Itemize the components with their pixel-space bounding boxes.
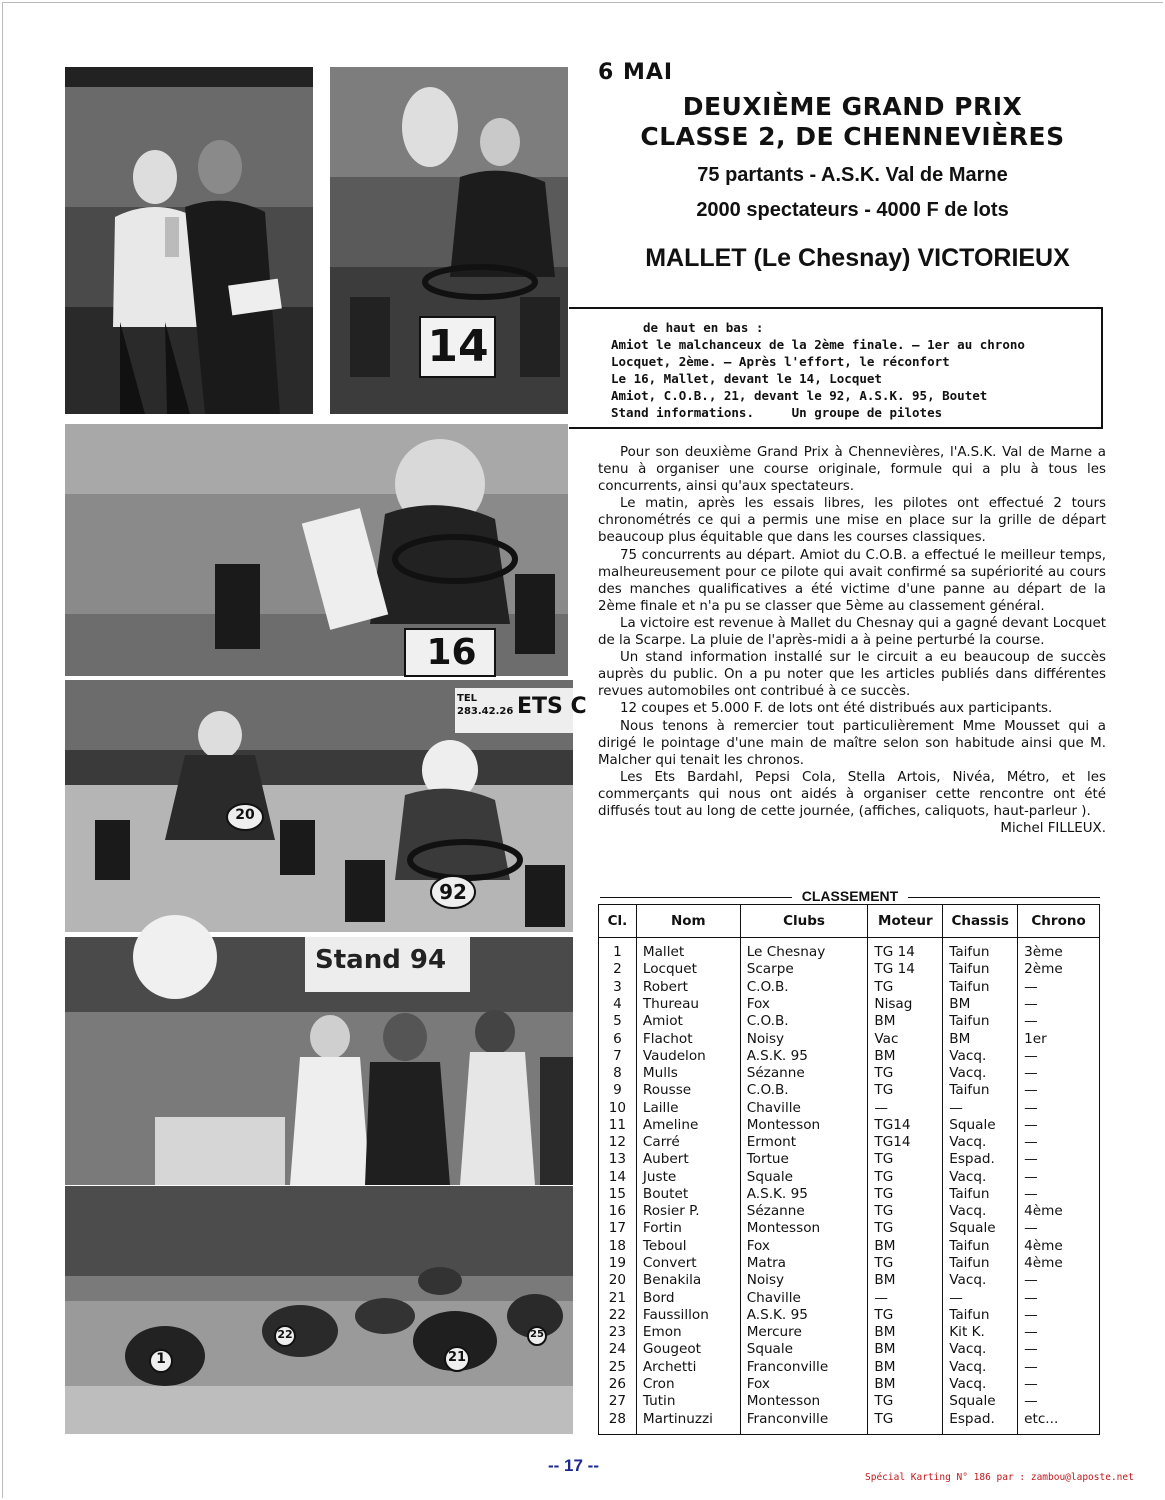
kart-number-20: 20 bbox=[235, 807, 255, 823]
cell-name: Ameline bbox=[636, 1117, 740, 1134]
cell-club: C.O.B. bbox=[740, 1082, 868, 1099]
cell-chrono: etc... bbox=[1018, 1410, 1100, 1434]
cell-engine: TG bbox=[868, 979, 943, 996]
classement-row bbox=[599, 1134, 1100, 1151]
cell-engine: TG14 bbox=[868, 1134, 943, 1151]
classement-row bbox=[599, 1030, 1100, 1047]
cell-chrono: — bbox=[1018, 1082, 1100, 1099]
article-paragraph: Nous tenons à remercier tout particulièrement Mme Mousset qui a dirigé le pointage d'une main de maître selon son habitude ainsi que M. Malcher qui tenait les chronos. bbox=[598, 718, 1106, 768]
classement-row bbox=[599, 1048, 1100, 1065]
cell-club: Le Chesnay bbox=[740, 938, 868, 962]
cell-engine: TG 14 bbox=[868, 961, 943, 978]
cell-name: Locquet bbox=[636, 961, 740, 978]
cell-chassis: Taifun bbox=[943, 1255, 1018, 1272]
cell-chrono: — bbox=[1018, 1376, 1100, 1393]
caption-line: Locquet, 2ème. — Après l'effort, le réconfort bbox=[611, 354, 950, 369]
header-rank: Cl. bbox=[599, 905, 637, 938]
cell-chrono: — bbox=[1018, 1065, 1100, 1082]
article-paragraph: Le matin, après les essais libres, les pilotes ont effectué 2 tours chronométrés ce qui a permis une mise en place sur la grille de départ beaucoup plus équitable que dans les courses classiques. bbox=[598, 496, 1106, 546]
page-number: -- 17 -- bbox=[548, 1456, 599, 1475]
cell-chassis: Vacq. bbox=[943, 1272, 1018, 1289]
cell-name: Laille bbox=[636, 1099, 740, 1116]
cell-chassis: Vacq. bbox=[943, 1169, 1018, 1186]
header-engine: Moteur bbox=[868, 905, 943, 938]
cell-engine: TG bbox=[868, 1065, 943, 1082]
cell-rank: 22 bbox=[599, 1307, 637, 1324]
cell-chassis: Taifun bbox=[943, 1013, 1018, 1030]
caption-line: Le 16, Mallet, devant le 14, Locquet bbox=[611, 371, 882, 386]
cell-engine: Nisag bbox=[868, 996, 943, 1013]
kart-number-14: 14 bbox=[427, 321, 489, 372]
cell-engine: BM bbox=[868, 1324, 943, 1341]
classement-row bbox=[599, 1289, 1100, 1306]
cell-chassis: Kit K. bbox=[943, 1324, 1018, 1341]
cell-name: Bord bbox=[636, 1289, 740, 1306]
cell-rank: 5 bbox=[599, 1013, 637, 1030]
article-signature: Michel FILLEUX. bbox=[1000, 821, 1106, 837]
cell-name: Teboul bbox=[636, 1238, 740, 1255]
cell-chassis: Taifun bbox=[943, 979, 1018, 996]
kart-number-92: 92 bbox=[439, 880, 467, 904]
cell-club: Montesson bbox=[740, 1220, 868, 1237]
cell-name: Rousse bbox=[636, 1082, 740, 1099]
cell-rank: 16 bbox=[599, 1203, 637, 1220]
cell-rank: 11 bbox=[599, 1117, 637, 1134]
cell-rank: 20 bbox=[599, 1272, 637, 1289]
headline-title-line2: CLASSE 2, DE CHENNEVIÈRES bbox=[640, 122, 1065, 151]
kart-number-1: 1 bbox=[156, 1351, 166, 1367]
classement-row bbox=[599, 1117, 1100, 1134]
cell-club: Scarpe bbox=[740, 961, 868, 978]
cell-rank: 4 bbox=[599, 996, 637, 1013]
headline-winner: MALLET (Le Chesnay) VICTORIEUX bbox=[645, 244, 1070, 272]
cell-name: Archetti bbox=[636, 1358, 740, 1375]
cell-engine: TG bbox=[868, 1169, 943, 1186]
kart-number-22: 22 bbox=[277, 1328, 293, 1341]
caption-line: Amiot, C.O.B., 21, devant le 92, A.S.K. 95, Boutet bbox=[611, 388, 988, 403]
header-chassis: Chassis bbox=[943, 905, 1018, 938]
cell-chassis: Taifun bbox=[943, 1082, 1018, 1099]
article-paragraph: 75 concurrents au départ. Amiot du C.O.B. a effectué le meilleur temps, malheureusement pour ce pilote qui avait confirmé sa supériorité au cours des manches qualificatives a été victime d'une panne au départ de la 2ème finale et n'a pu se classer que 5ème au classement général. bbox=[598, 547, 1106, 614]
stand-sign: Stand 94 bbox=[315, 945, 447, 975]
cell-name: Fortin bbox=[636, 1220, 740, 1237]
caption-line: Stand informations. Un groupe de pilotes bbox=[611, 405, 943, 420]
cell-rank: 25 bbox=[599, 1358, 637, 1375]
cell-chassis: Vacq. bbox=[943, 1203, 1018, 1220]
cell-rank: 24 bbox=[599, 1341, 637, 1358]
cell-club: A.S.K. 95 bbox=[740, 1048, 868, 1065]
cell-rank: 28 bbox=[599, 1410, 637, 1434]
cell-chassis: — bbox=[943, 1099, 1018, 1116]
classement-row bbox=[599, 1410, 1100, 1434]
cell-club: Montesson bbox=[740, 1117, 868, 1134]
article-paragraph: 12 coupes et 5.000 F. de lots ont été distribués aux participants. bbox=[620, 701, 1053, 717]
cell-chassis: Vacq. bbox=[943, 1134, 1018, 1151]
cell-chassis: Vacq. bbox=[943, 1341, 1018, 1358]
classement-title bbox=[600, 888, 1100, 904]
article-body bbox=[598, 444, 1106, 837]
cell-chrono: — bbox=[1018, 1151, 1100, 1168]
header-club: Clubs bbox=[740, 905, 868, 938]
cell-chrono: — bbox=[1018, 1117, 1100, 1134]
cell-club: Montesson bbox=[740, 1393, 868, 1410]
cell-rank: 10 bbox=[599, 1099, 637, 1116]
classement-row bbox=[599, 1341, 1100, 1358]
cell-rank: 7 bbox=[599, 1048, 637, 1065]
classement-row bbox=[599, 1013, 1100, 1030]
photo-caption-box bbox=[569, 307, 1103, 429]
cell-chassis: BM bbox=[943, 1030, 1018, 1047]
cell-club: Squale bbox=[740, 1169, 868, 1186]
cell-rank: 6 bbox=[599, 1030, 637, 1047]
cell-engine: Vac bbox=[868, 1030, 943, 1047]
photo-trophy-presentation bbox=[65, 67, 313, 414]
cell-engine: BM bbox=[868, 1376, 943, 1393]
classement-row bbox=[599, 1082, 1100, 1099]
classement-row bbox=[599, 1169, 1100, 1186]
cell-name: Amiot bbox=[636, 1013, 740, 1030]
cell-chassis: Vacq. bbox=[943, 1358, 1018, 1375]
article-paragraph: Les Ets Bardahl, Pepsi Cola, Stella Artois, Nivéa, Métro, et les commerçants qui nous ont aidés à organiser cette rencontre ont été diffusés tout au long de cette journée, (affiches, caliquots, haut-parleur ). bbox=[598, 769, 1106, 819]
cell-engine: TG bbox=[868, 1186, 943, 1203]
cell-chrono: 2ème bbox=[1018, 961, 1100, 978]
cell-chrono: — bbox=[1018, 1358, 1100, 1375]
cell-rank: 1 bbox=[599, 938, 637, 962]
cell-name: Faussillon bbox=[636, 1307, 740, 1324]
cell-name: Convert bbox=[636, 1255, 740, 1272]
caption-line: Amiot le malchanceux de la 2ème finale. — 1er au chrono bbox=[611, 337, 1025, 352]
cell-chassis: Espad. bbox=[943, 1151, 1018, 1168]
classement-row bbox=[599, 1099, 1100, 1116]
cell-name: Mallet bbox=[636, 938, 740, 962]
cell-chassis: Vacq. bbox=[943, 1065, 1018, 1082]
cell-chrono: — bbox=[1018, 1393, 1100, 1410]
cell-club: Chaville bbox=[740, 1289, 868, 1306]
cell-name: Boutet bbox=[636, 1186, 740, 1203]
cell-rank: 13 bbox=[599, 1151, 637, 1168]
cell-chrono: — bbox=[1018, 996, 1100, 1013]
cell-name: Vaudelon bbox=[636, 1048, 740, 1065]
cell-club: A.S.K. 95 bbox=[740, 1186, 868, 1203]
classement-table bbox=[598, 904, 1100, 1435]
tel-sign: TEL 283.42.26 bbox=[457, 693, 514, 717]
cell-club: Fox bbox=[740, 1238, 868, 1255]
kart-number-21: 21 bbox=[447, 1350, 467, 1365]
cell-club: Noisy bbox=[740, 1030, 868, 1047]
classement-row bbox=[599, 1238, 1100, 1255]
cell-rank: 23 bbox=[599, 1324, 637, 1341]
classement-row bbox=[599, 1255, 1100, 1272]
article-paragraph: La victoire est revenue à Mallet du Chesnay qui a gagné devant Locquet de la Scarpe. La pluie de l'après-midi a à peine perturbé la course. bbox=[598, 615, 1106, 649]
cell-chrono: 4ème bbox=[1018, 1238, 1100, 1255]
cell-club: Squale bbox=[740, 1341, 868, 1358]
cell-club: Franconville bbox=[740, 1410, 868, 1434]
kart-number-25: 25 bbox=[530, 1329, 544, 1340]
cell-engine: BM bbox=[868, 1358, 943, 1375]
cell-name: Juste bbox=[636, 1169, 740, 1186]
cell-rank: 12 bbox=[599, 1134, 637, 1151]
cell-chassis: Taifun bbox=[943, 938, 1018, 962]
cell-engine: TG bbox=[868, 1255, 943, 1272]
cell-engine: — bbox=[868, 1289, 943, 1306]
cell-chrono: — bbox=[1018, 1169, 1100, 1186]
classement-row bbox=[599, 1358, 1100, 1375]
cell-chassis: Squale bbox=[943, 1117, 1018, 1134]
cell-name: Cron bbox=[636, 1376, 740, 1393]
cell-chrono: — bbox=[1018, 1099, 1100, 1116]
classement-row bbox=[599, 1272, 1100, 1289]
cell-chrono: 3ème bbox=[1018, 938, 1100, 962]
cell-engine: TG bbox=[868, 1410, 943, 1434]
cell-chassis: Taifun bbox=[943, 961, 1018, 978]
cell-chrono: 4ème bbox=[1018, 1203, 1100, 1220]
cell-chassis: BM bbox=[943, 996, 1018, 1013]
cell-name: Mulls bbox=[636, 1065, 740, 1082]
classement-row bbox=[599, 961, 1100, 978]
cell-club: Ermont bbox=[740, 1134, 868, 1151]
cell-rank: 2 bbox=[599, 961, 637, 978]
cell-engine: — bbox=[868, 1099, 943, 1116]
cell-chrono: — bbox=[1018, 1324, 1100, 1341]
cell-engine: BM bbox=[868, 1341, 943, 1358]
footer-credit: Spécial Karting N° 186 par : zambou@laposte.net bbox=[865, 1472, 1134, 1483]
event-date: 6 MAI bbox=[598, 60, 674, 85]
classement-title-text: CLASSEMENT bbox=[792, 888, 908, 904]
cell-engine: BM bbox=[868, 1013, 943, 1030]
cell-rank: 17 bbox=[599, 1220, 637, 1237]
cell-rank: 19 bbox=[599, 1255, 637, 1272]
cell-chrono: — bbox=[1018, 1134, 1100, 1151]
cell-engine: BM bbox=[868, 1238, 943, 1255]
headline-title-line1: DEUXIÈME GRAND PRIX bbox=[682, 92, 1023, 121]
cell-chrono: 4ème bbox=[1018, 1255, 1100, 1272]
cell-rank: 3 bbox=[599, 979, 637, 996]
cell-rank: 18 bbox=[599, 1238, 637, 1255]
cell-chrono: — bbox=[1018, 1289, 1100, 1306]
cell-engine: TG bbox=[868, 1151, 943, 1168]
cell-name: Thureau bbox=[636, 996, 740, 1013]
cell-name: Gougeot bbox=[636, 1341, 740, 1358]
classement-row bbox=[599, 1220, 1100, 1237]
classement-row bbox=[599, 1151, 1100, 1168]
cell-club: Tortue bbox=[740, 1151, 868, 1168]
cell-chrono: — bbox=[1018, 1186, 1100, 1203]
cell-name: Emon bbox=[636, 1324, 740, 1341]
classement-body bbox=[599, 938, 1100, 1435]
classement-row bbox=[599, 1065, 1100, 1082]
classement-row bbox=[599, 938, 1100, 962]
cell-rank: 9 bbox=[599, 1082, 637, 1099]
headline-sub-line2: 2000 spectateurs - 4000 F de lots bbox=[696, 199, 1009, 221]
cell-club: Fox bbox=[740, 996, 868, 1013]
cell-engine: TG bbox=[868, 1220, 943, 1237]
photo-karts-20-92 bbox=[65, 680, 587, 932]
classement-row bbox=[599, 1393, 1100, 1410]
cell-chassis: — bbox=[943, 1289, 1018, 1306]
cell-chassis: Taifun bbox=[943, 1307, 1018, 1324]
cell-chassis: Vacq. bbox=[943, 1048, 1018, 1065]
headline-sub-line1: 75 partants - A.S.K. Val de Marne bbox=[697, 164, 1008, 186]
cell-chrono: — bbox=[1018, 979, 1100, 996]
cell-club: Chaville bbox=[740, 1099, 868, 1116]
kart-number-16: 16 bbox=[426, 632, 477, 673]
cell-rank: 8 bbox=[599, 1065, 637, 1082]
cell-rank: 15 bbox=[599, 1186, 637, 1203]
cell-engine: TG bbox=[868, 1393, 943, 1410]
cell-chassis: Squale bbox=[943, 1393, 1018, 1410]
header-chrono: Chrono bbox=[1018, 905, 1100, 938]
cell-club: Sézanne bbox=[740, 1065, 868, 1082]
cell-club: Sézanne bbox=[740, 1203, 868, 1220]
cell-name: Flachot bbox=[636, 1030, 740, 1047]
headline-block bbox=[585, 92, 1120, 228]
cell-chrono: — bbox=[1018, 1013, 1100, 1030]
cell-chassis: Taifun bbox=[943, 1186, 1018, 1203]
cell-club: Matra bbox=[740, 1255, 868, 1272]
article-paragraph: Pour son deuxième Grand Prix à Chennevières, l'A.S.K. Val de Marne a tenu à organiser une course originale, formule qui a plu à tous les concurrents, ainsi qu'aux spectateurs. bbox=[598, 445, 1106, 495]
cell-engine: TG14 bbox=[868, 1117, 943, 1134]
cell-engine: BM bbox=[868, 1048, 943, 1065]
cell-club: C.O.B. bbox=[740, 1013, 868, 1030]
cell-engine: TG 14 bbox=[868, 938, 943, 962]
cell-club: Franconville bbox=[740, 1358, 868, 1375]
cell-rank: 27 bbox=[599, 1393, 637, 1410]
cell-chassis: Espad. bbox=[943, 1410, 1018, 1434]
cell-club: Mercure bbox=[740, 1324, 868, 1341]
cell-engine: TG bbox=[868, 1203, 943, 1220]
classement-row bbox=[599, 1376, 1100, 1393]
cell-name: Martinuzzi bbox=[636, 1410, 740, 1434]
header-name: Nom bbox=[636, 905, 740, 938]
cell-name: Rosier P. bbox=[636, 1203, 740, 1220]
cell-rank: 21 bbox=[599, 1289, 637, 1306]
photo-group-of-pilots bbox=[65, 1186, 573, 1434]
cell-name: Robert bbox=[636, 979, 740, 996]
cell-chrono: — bbox=[1018, 1048, 1100, 1065]
classement-row bbox=[599, 1324, 1100, 1341]
photo-kart-14 bbox=[330, 67, 568, 414]
cell-club: C.O.B. bbox=[740, 979, 868, 996]
classement-row bbox=[599, 1203, 1100, 1220]
cell-name: Tutin bbox=[636, 1393, 740, 1410]
article-paragraph: Un stand information installé sur le circuit a eu beaucoup de succès auprès du public. On a pu noter que les articles publiés dans différentes revues automobiles ont contribué à ce succès. bbox=[598, 650, 1106, 700]
photo-stand-informations bbox=[65, 937, 573, 1185]
cell-rank: 26 bbox=[599, 1376, 637, 1393]
cell-chrono: — bbox=[1018, 1307, 1100, 1324]
cell-name: Carré bbox=[636, 1134, 740, 1151]
cell-engine: TG bbox=[868, 1082, 943, 1099]
classement-row bbox=[599, 979, 1100, 996]
cell-club: Fox bbox=[740, 1376, 868, 1393]
cell-rank: 14 bbox=[599, 1169, 637, 1186]
photo-kart-16 bbox=[65, 424, 568, 676]
cell-chrono: — bbox=[1018, 1272, 1100, 1289]
cell-chassis: Vacq. bbox=[943, 1376, 1018, 1393]
cell-engine: BM bbox=[868, 1272, 943, 1289]
caption-title: de haut en bas : bbox=[643, 320, 764, 335]
cell-name: Benakila bbox=[636, 1272, 740, 1289]
cell-chassis: Squale bbox=[943, 1220, 1018, 1237]
cell-chrono: — bbox=[1018, 1341, 1100, 1358]
classement-row bbox=[599, 1307, 1100, 1324]
classement-row bbox=[599, 1186, 1100, 1203]
cell-engine: TG bbox=[868, 1307, 943, 1324]
cell-club: Noisy bbox=[740, 1272, 868, 1289]
cell-name: Aubert bbox=[636, 1151, 740, 1168]
cell-chrono: 1er bbox=[1018, 1030, 1100, 1047]
classement-header-row bbox=[599, 905, 1100, 938]
classement-row bbox=[599, 996, 1100, 1013]
cell-chrono: — bbox=[1018, 1220, 1100, 1237]
ets-sign: ETS C bbox=[517, 694, 587, 719]
cell-club: A.S.K. 95 bbox=[740, 1307, 868, 1324]
cell-chassis: Taifun bbox=[943, 1238, 1018, 1255]
